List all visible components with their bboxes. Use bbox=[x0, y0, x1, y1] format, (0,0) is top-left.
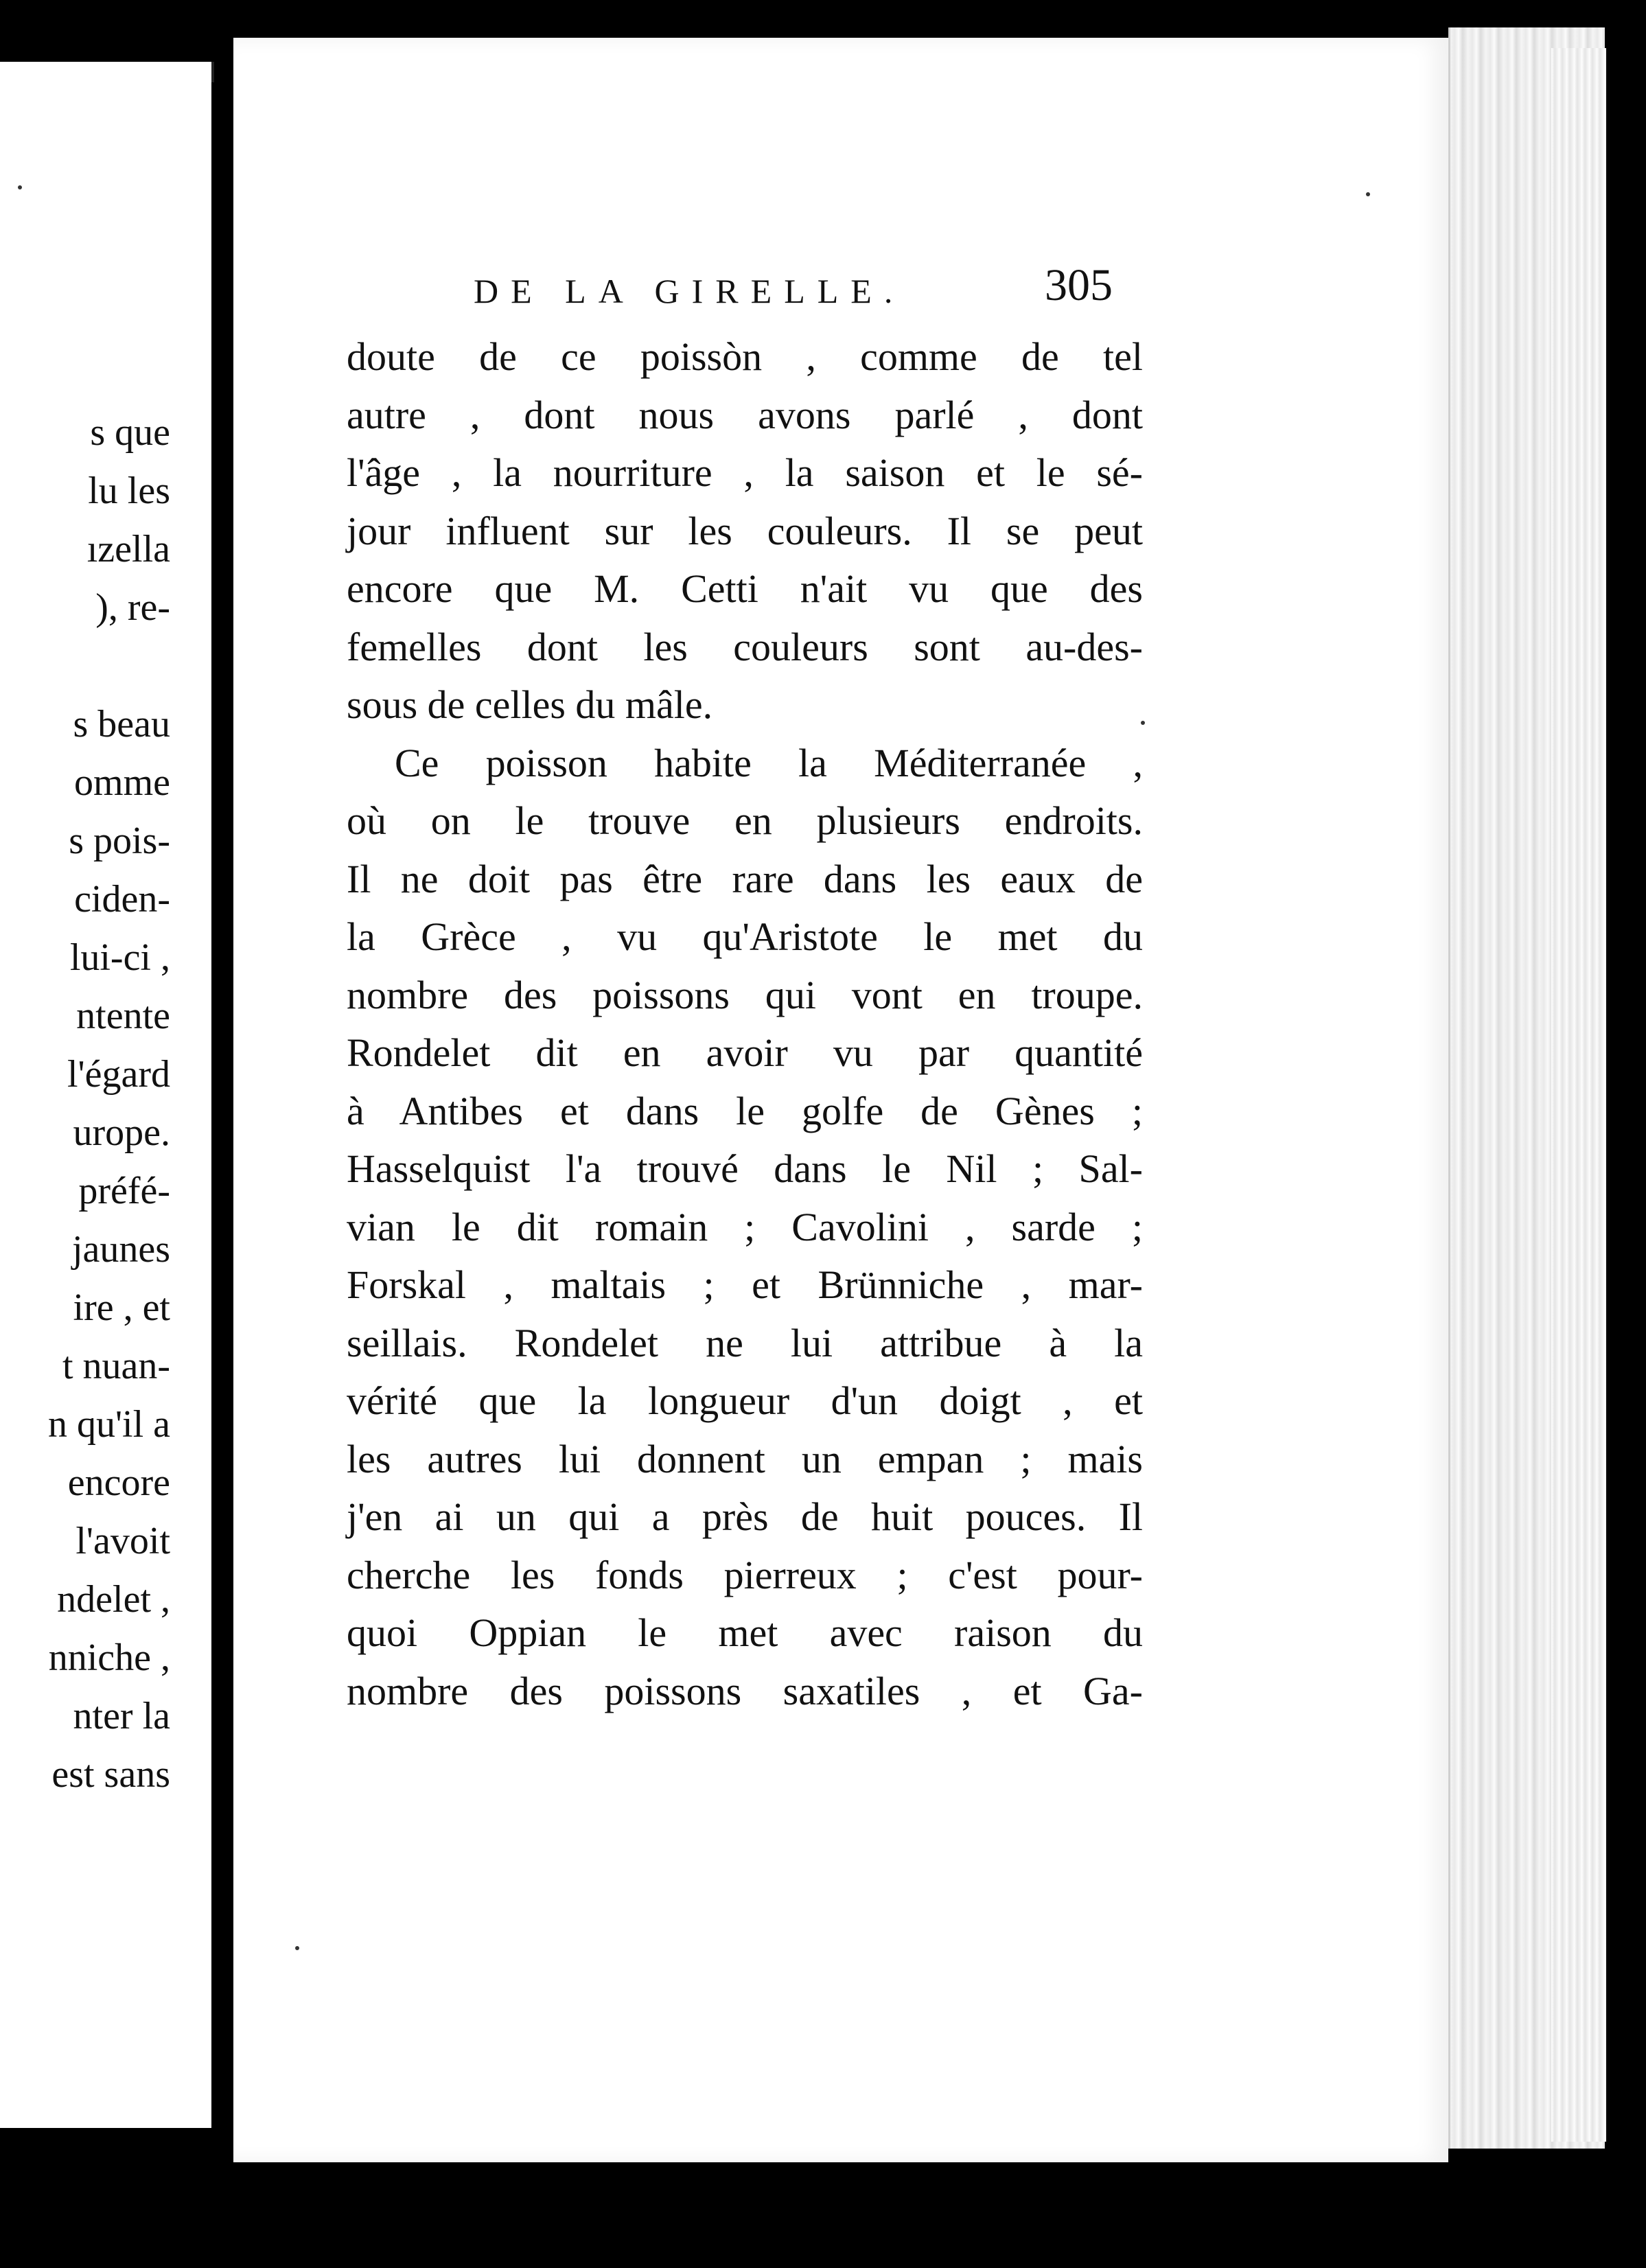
text-line: Ce poisson habite la Méditerranée , bbox=[395, 740, 1143, 785]
text-line: vian le dit romain ; Cavolini , sarde ; bbox=[347, 1204, 1143, 1249]
text-line: nombre des poissons qui vont en troupe. bbox=[347, 972, 1143, 1017]
left-line: s pois- bbox=[69, 820, 170, 862]
left-page-text bbox=[0, 404, 170, 1804]
left-line: ciden- bbox=[74, 878, 170, 921]
left-line: préfé- bbox=[78, 1170, 170, 1212]
left-line: ndelet , bbox=[57, 1578, 170, 1621]
text-line: jour influent sur les couleurs. Il se peut bbox=[347, 508, 1143, 553]
left-line: encore bbox=[67, 1461, 170, 1504]
text-line: l'âge , la nourriture , la saison et le sé- bbox=[347, 450, 1143, 495]
text-line: cherche les fonds pierreux ; c'est pour- bbox=[347, 1552, 1143, 1597]
running-head: DE LA GIRELLE. bbox=[474, 272, 905, 310]
text-line: quoi Oppian le met avec raison du bbox=[347, 1610, 1143, 1655]
left-line: ), re- bbox=[95, 586, 170, 629]
dust-speck bbox=[295, 1946, 299, 1950]
text-line: la Grèce , vu qu'Aristote le met du bbox=[347, 914, 1143, 959]
text-line: à Antibes et dans le golfe de Gènes ; bbox=[347, 1088, 1143, 1133]
left-line: ire , et bbox=[73, 1286, 170, 1329]
left-line: lu les bbox=[88, 470, 170, 512]
left-line: l'avoit bbox=[76, 1520, 170, 1562]
left-line: ntente bbox=[76, 995, 170, 1037]
left-line: nniche , bbox=[48, 1636, 170, 1679]
text-line: autre , dont nous avons parlé , dont bbox=[347, 392, 1143, 437]
left-line: s beau bbox=[73, 703, 170, 745]
dust-speck bbox=[1141, 721, 1145, 725]
left-line: urope. bbox=[73, 1111, 170, 1154]
text-line: j'en ai un qui a près de huit pouces. Il bbox=[347, 1494, 1143, 1539]
left-line: l'égard bbox=[67, 1053, 170, 1096]
text-line: Hasselquist l'a trouvé dans le Nil ; Sal- bbox=[347, 1146, 1143, 1191]
text-line: Forskal , maltais ; et Brünniche , mar- bbox=[347, 1262, 1143, 1307]
left-line: t nuan- bbox=[62, 1345, 170, 1387]
left-line: omme bbox=[74, 761, 170, 804]
body-text bbox=[347, 328, 1143, 1720]
text-line: vérité que la longueur d'un doigt , et bbox=[347, 1378, 1143, 1423]
text-line: doute de ce poissòn , comme de tel bbox=[347, 334, 1143, 379]
left-line: lui-ci , bbox=[69, 936, 170, 979]
text-line: encore que M. Cetti n'ait vu que des bbox=[347, 566, 1143, 611]
text-line: Il ne doit pas être rare dans les eaux de bbox=[347, 856, 1143, 901]
text-line: nombre des poissons saxatiles , et Ga- bbox=[347, 1668, 1143, 1713]
left-line: nter la bbox=[73, 1695, 170, 1737]
left-line: est sans bbox=[51, 1753, 170, 1796]
left-line bbox=[0, 637, 170, 695]
text-line: seillais. Rondelet ne lui attribue à la bbox=[347, 1320, 1143, 1365]
text-line: sous de celles du mâle. bbox=[347, 682, 713, 727]
text-line: les autres lui donnent un empan ; mais bbox=[347, 1436, 1143, 1481]
left-line: n qu'il a bbox=[47, 1403, 170, 1446]
left-line: s que bbox=[90, 411, 170, 454]
left-page bbox=[0, 62, 214, 2128]
text-line: Rondelet dit en avoir vu par quantité bbox=[347, 1030, 1143, 1075]
text-line: femelles dont les couleurs sont au-des- bbox=[347, 624, 1143, 669]
fore-edge-shadow bbox=[1551, 48, 1606, 2142]
dust-speck bbox=[1366, 192, 1370, 196]
left-line: ızella bbox=[86, 528, 170, 570]
left-line: jaunes bbox=[71, 1228, 170, 1271]
text-line: où on le trouve en plusieurs endroits. bbox=[347, 798, 1143, 843]
page-number: 305 bbox=[1045, 260, 1113, 310]
dust-speck bbox=[18, 185, 22, 189]
